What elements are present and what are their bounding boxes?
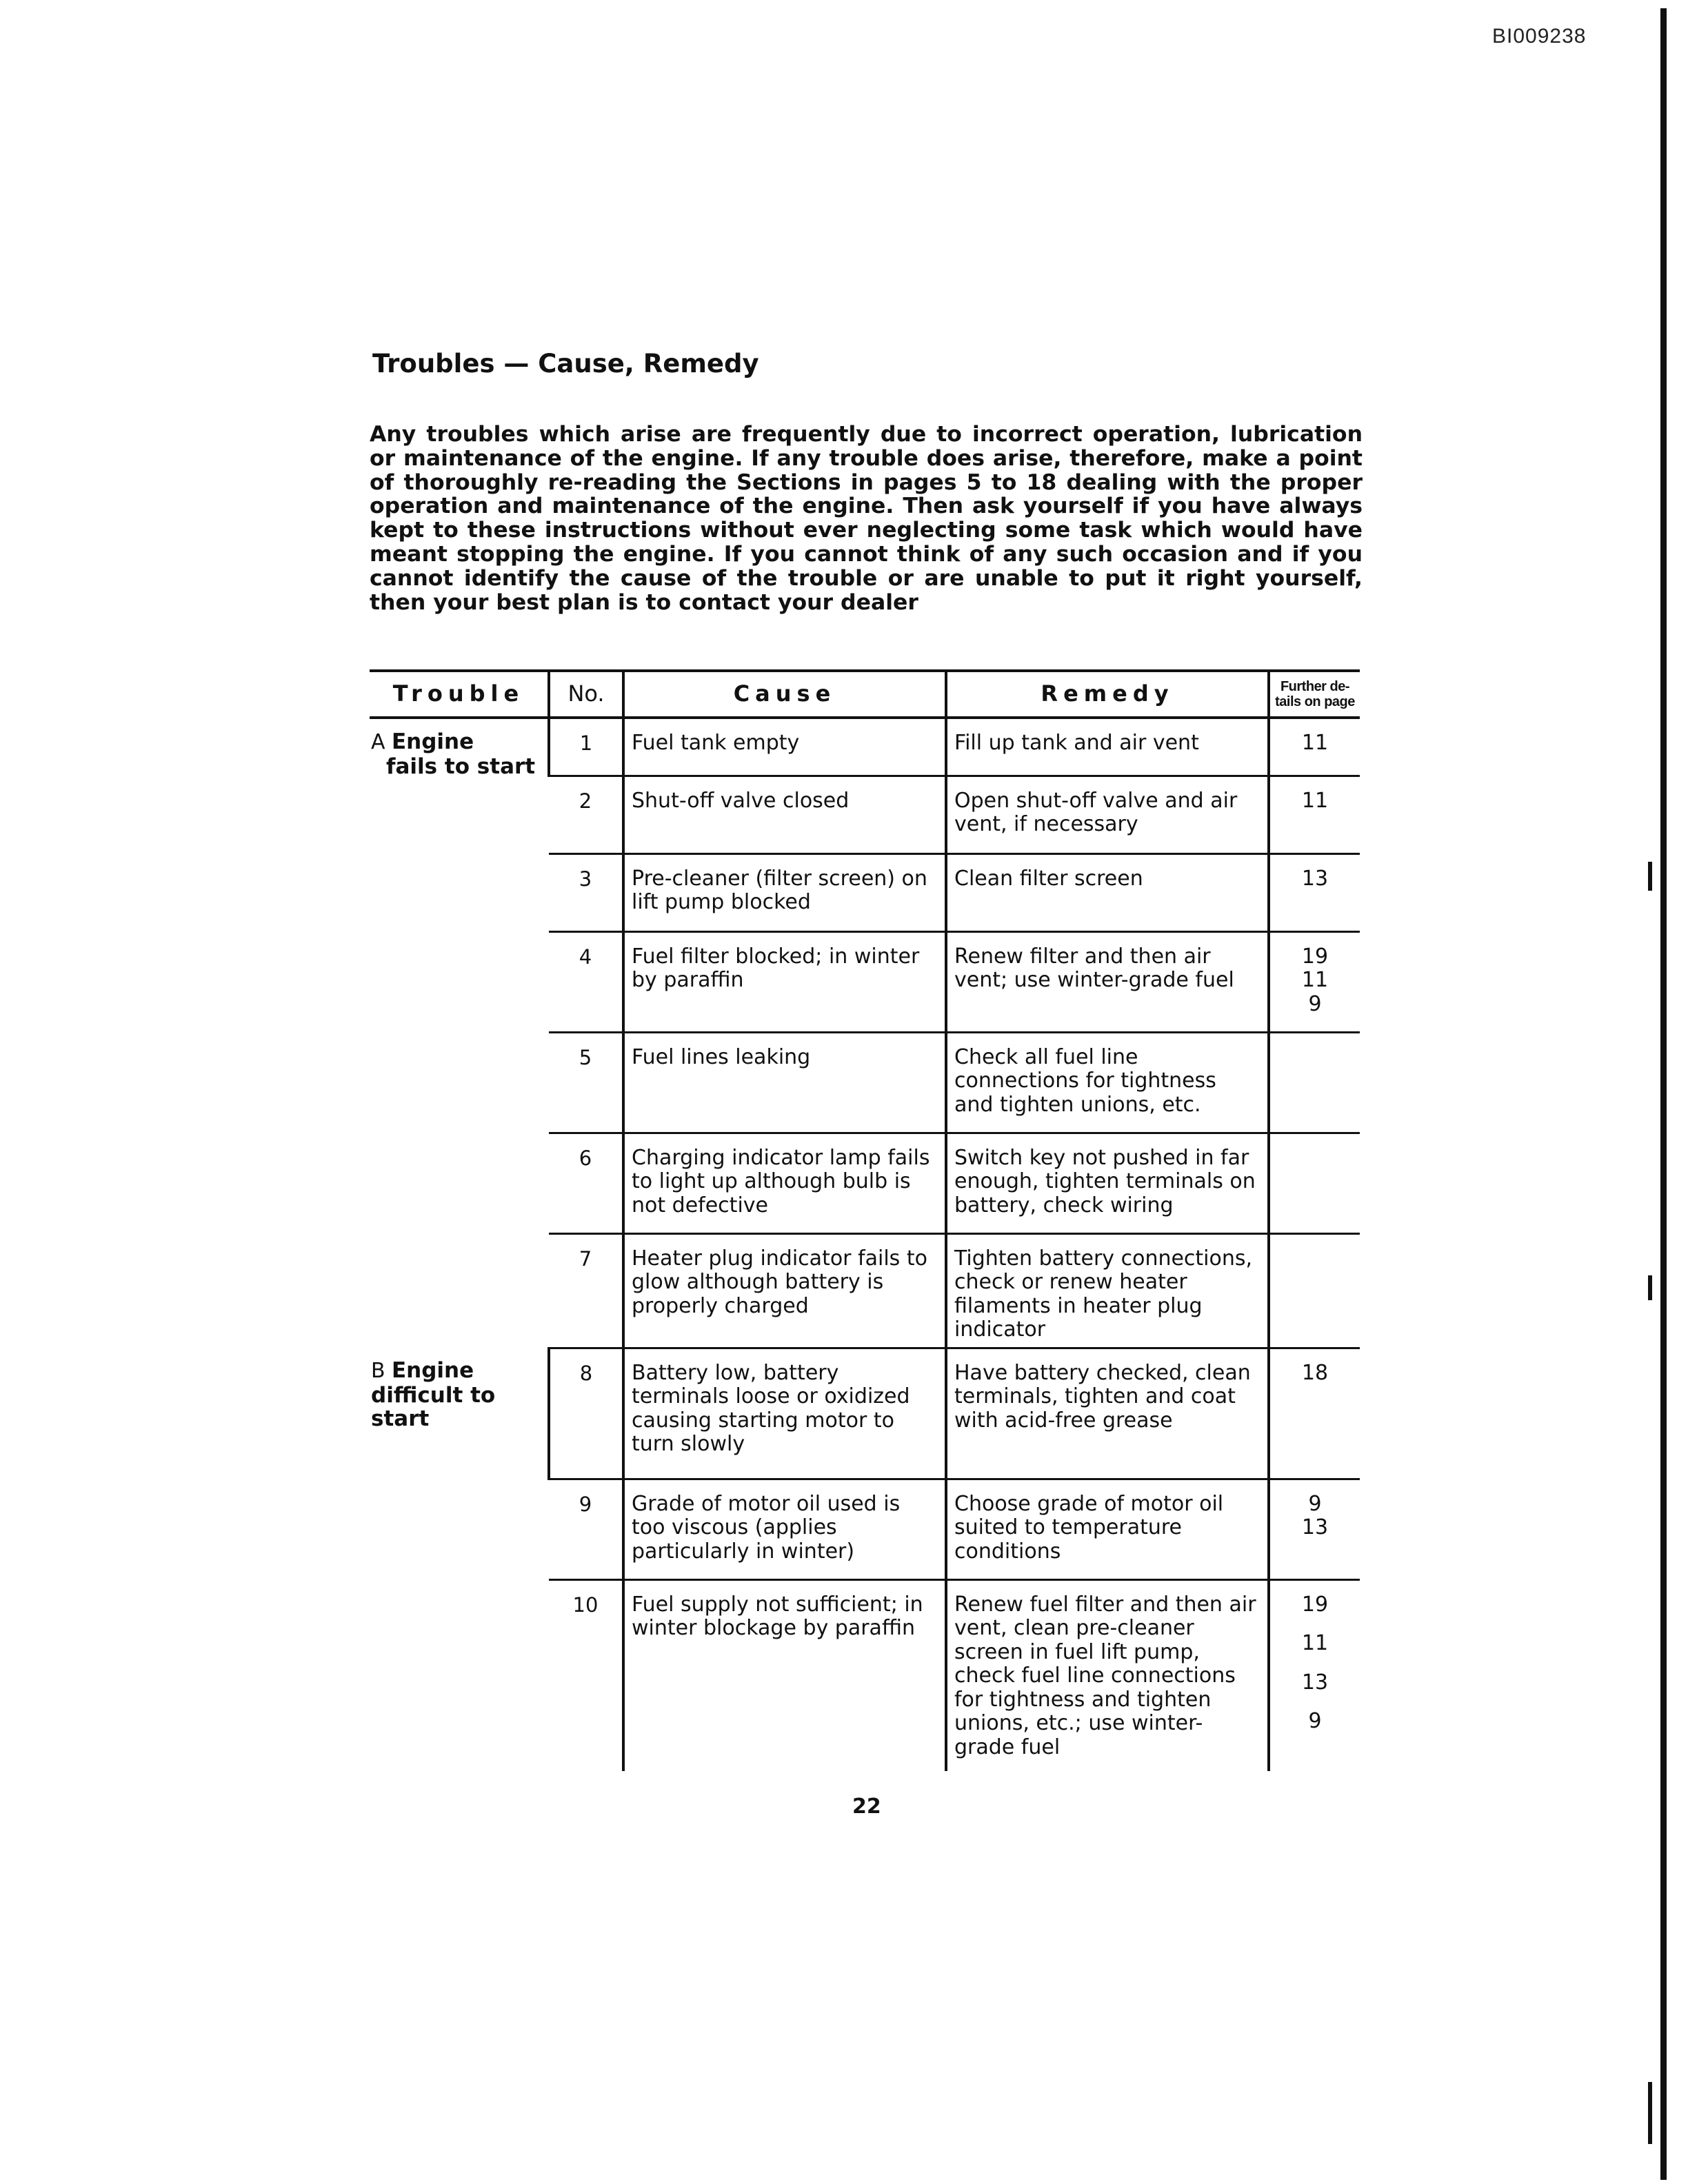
page-number: 22 [852, 1794, 881, 1819]
cause-cell: Shut-off valve closed [623, 776, 946, 853]
remedy-cell: Renew filter and then air vent; use winter-grade fuel [946, 931, 1269, 1032]
cause-cell: Fuel supply not sufficient; in winter blockage by paraffin [623, 1579, 946, 1771]
cause-cell: Fuel filter blocked; in winter by paraffin [623, 931, 946, 1032]
page-ref-cell: 9 13 [1269, 1479, 1360, 1579]
cause-cell: Heater plug indicator fails to glow although battery is properly charged [623, 1233, 946, 1348]
scan-edge-mark [1648, 862, 1652, 891]
cause-cell: Charging indicator lamp fails to light up although bulb is not defective [623, 1133, 946, 1233]
page-ref-cell: 11 [1269, 718, 1360, 776]
cause-cell: Fuel tank empty [623, 718, 946, 776]
table-header-row [370, 671, 1360, 718]
remedy-cell: Have battery checked, clean terminals, tighten and coat with acid-free grease [946, 1348, 1269, 1479]
page-ref-cell: 11 [1269, 776, 1360, 853]
row-number: 6 [549, 1133, 623, 1233]
table-row [370, 1348, 1360, 1479]
trouble-group-a: A Engine fails to start [371, 729, 536, 779]
scan-edge-mark [1648, 2082, 1652, 2144]
cause-cell: Grade of motor oil used is too viscous (applies particularly in winter) [623, 1479, 946, 1579]
remedy-cell: Open shut-off valve and air vent, if necessary [946, 776, 1269, 853]
header-remedy: Remedy [946, 671, 1269, 718]
remedy-cell: Clean filter screen [946, 853, 1269, 931]
header-further-details: Further de- tails on page [1269, 671, 1360, 718]
page-ref-cell: 18 [1269, 1348, 1360, 1479]
page-ref-cell [1269, 1133, 1360, 1233]
row-number: 9 [549, 1479, 623, 1579]
remedy-cell: Renew fuel filter and then air vent, clean pre-cleaner screen in fuel lift pump, check fuel line connections for tightness and tighten unions, etc.; use winter-grade fuel [946, 1579, 1269, 1771]
cause-cell: Battery low, battery terminals loose or oxidized causing starting motor to turn slowly [623, 1348, 946, 1479]
intro-paragraph: Any troubles which arise are frequently due to incorrect operation, lubrication or maintenance of the engine. If any trouble does arise, therefore, make a point of thoroughly re-reading the Sections in pages 5 to 18 dealing with the proper operation and maintenance of the engine. Then ask yourself if you have always kept to these instructions without ever neglecting some task which would have meant stopping the engine. If you cannot think of any such occasion and if you cannot identify the cause of the trouble or are unable to put it right yourself, then your best plan is to contact your dealer [370, 422, 1363, 615]
scan-edge-mark [1648, 1275, 1652, 1300]
row-number: 7 [549, 1233, 623, 1348]
troubleshooting-table [370, 669, 1360, 1771]
page-ref-cell: 13 [1269, 853, 1360, 931]
document-id: BI009238 [1492, 25, 1587, 48]
header-trouble: Trouble [370, 671, 549, 718]
row-number: 1 [549, 718, 623, 776]
page-ref-cell [1269, 1233, 1360, 1348]
scan-edge-bar [1660, 8, 1667, 2180]
row-number: 4 [549, 931, 623, 1032]
row-number: 8 [549, 1348, 623, 1479]
row-number: 3 [549, 853, 623, 931]
trouble-group-b: B Engine difficult to start [371, 1358, 496, 1431]
remedy-cell: Switch key not pushed in far enough, tighten terminals on battery, check wiring [946, 1133, 1269, 1233]
row-number: 5 [549, 1032, 623, 1133]
table-row [370, 718, 1360, 776]
page-ref-cell: 19 11 13 9 [1269, 1579, 1360, 1771]
remedy-cell: Choose grade of motor oil suited to temperature conditions [946, 1479, 1269, 1579]
remedy-cell: Fill up tank and air vent [946, 718, 1269, 776]
cause-cell: Pre-cleaner (filter screen) on lift pump blocked [623, 853, 946, 931]
page-ref-cell [1269, 1032, 1360, 1133]
header-no: No. [549, 671, 623, 718]
remedy-cell: Check all fuel line connections for tightness and tighten unions, etc. [946, 1032, 1269, 1133]
header-cause: Cause [623, 671, 946, 718]
remedy-cell: Tighten battery connections, check or renew heater filaments in heater plug indicator [946, 1233, 1269, 1348]
row-number: 10 [572, 1593, 599, 1617]
cause-cell: Fuel lines leaking [623, 1032, 946, 1133]
page-title: Troubles — Cause, Remedy [372, 349, 759, 378]
row-number: 2 [549, 776, 623, 853]
page-ref-cell: 19 11 9 [1269, 931, 1360, 1032]
